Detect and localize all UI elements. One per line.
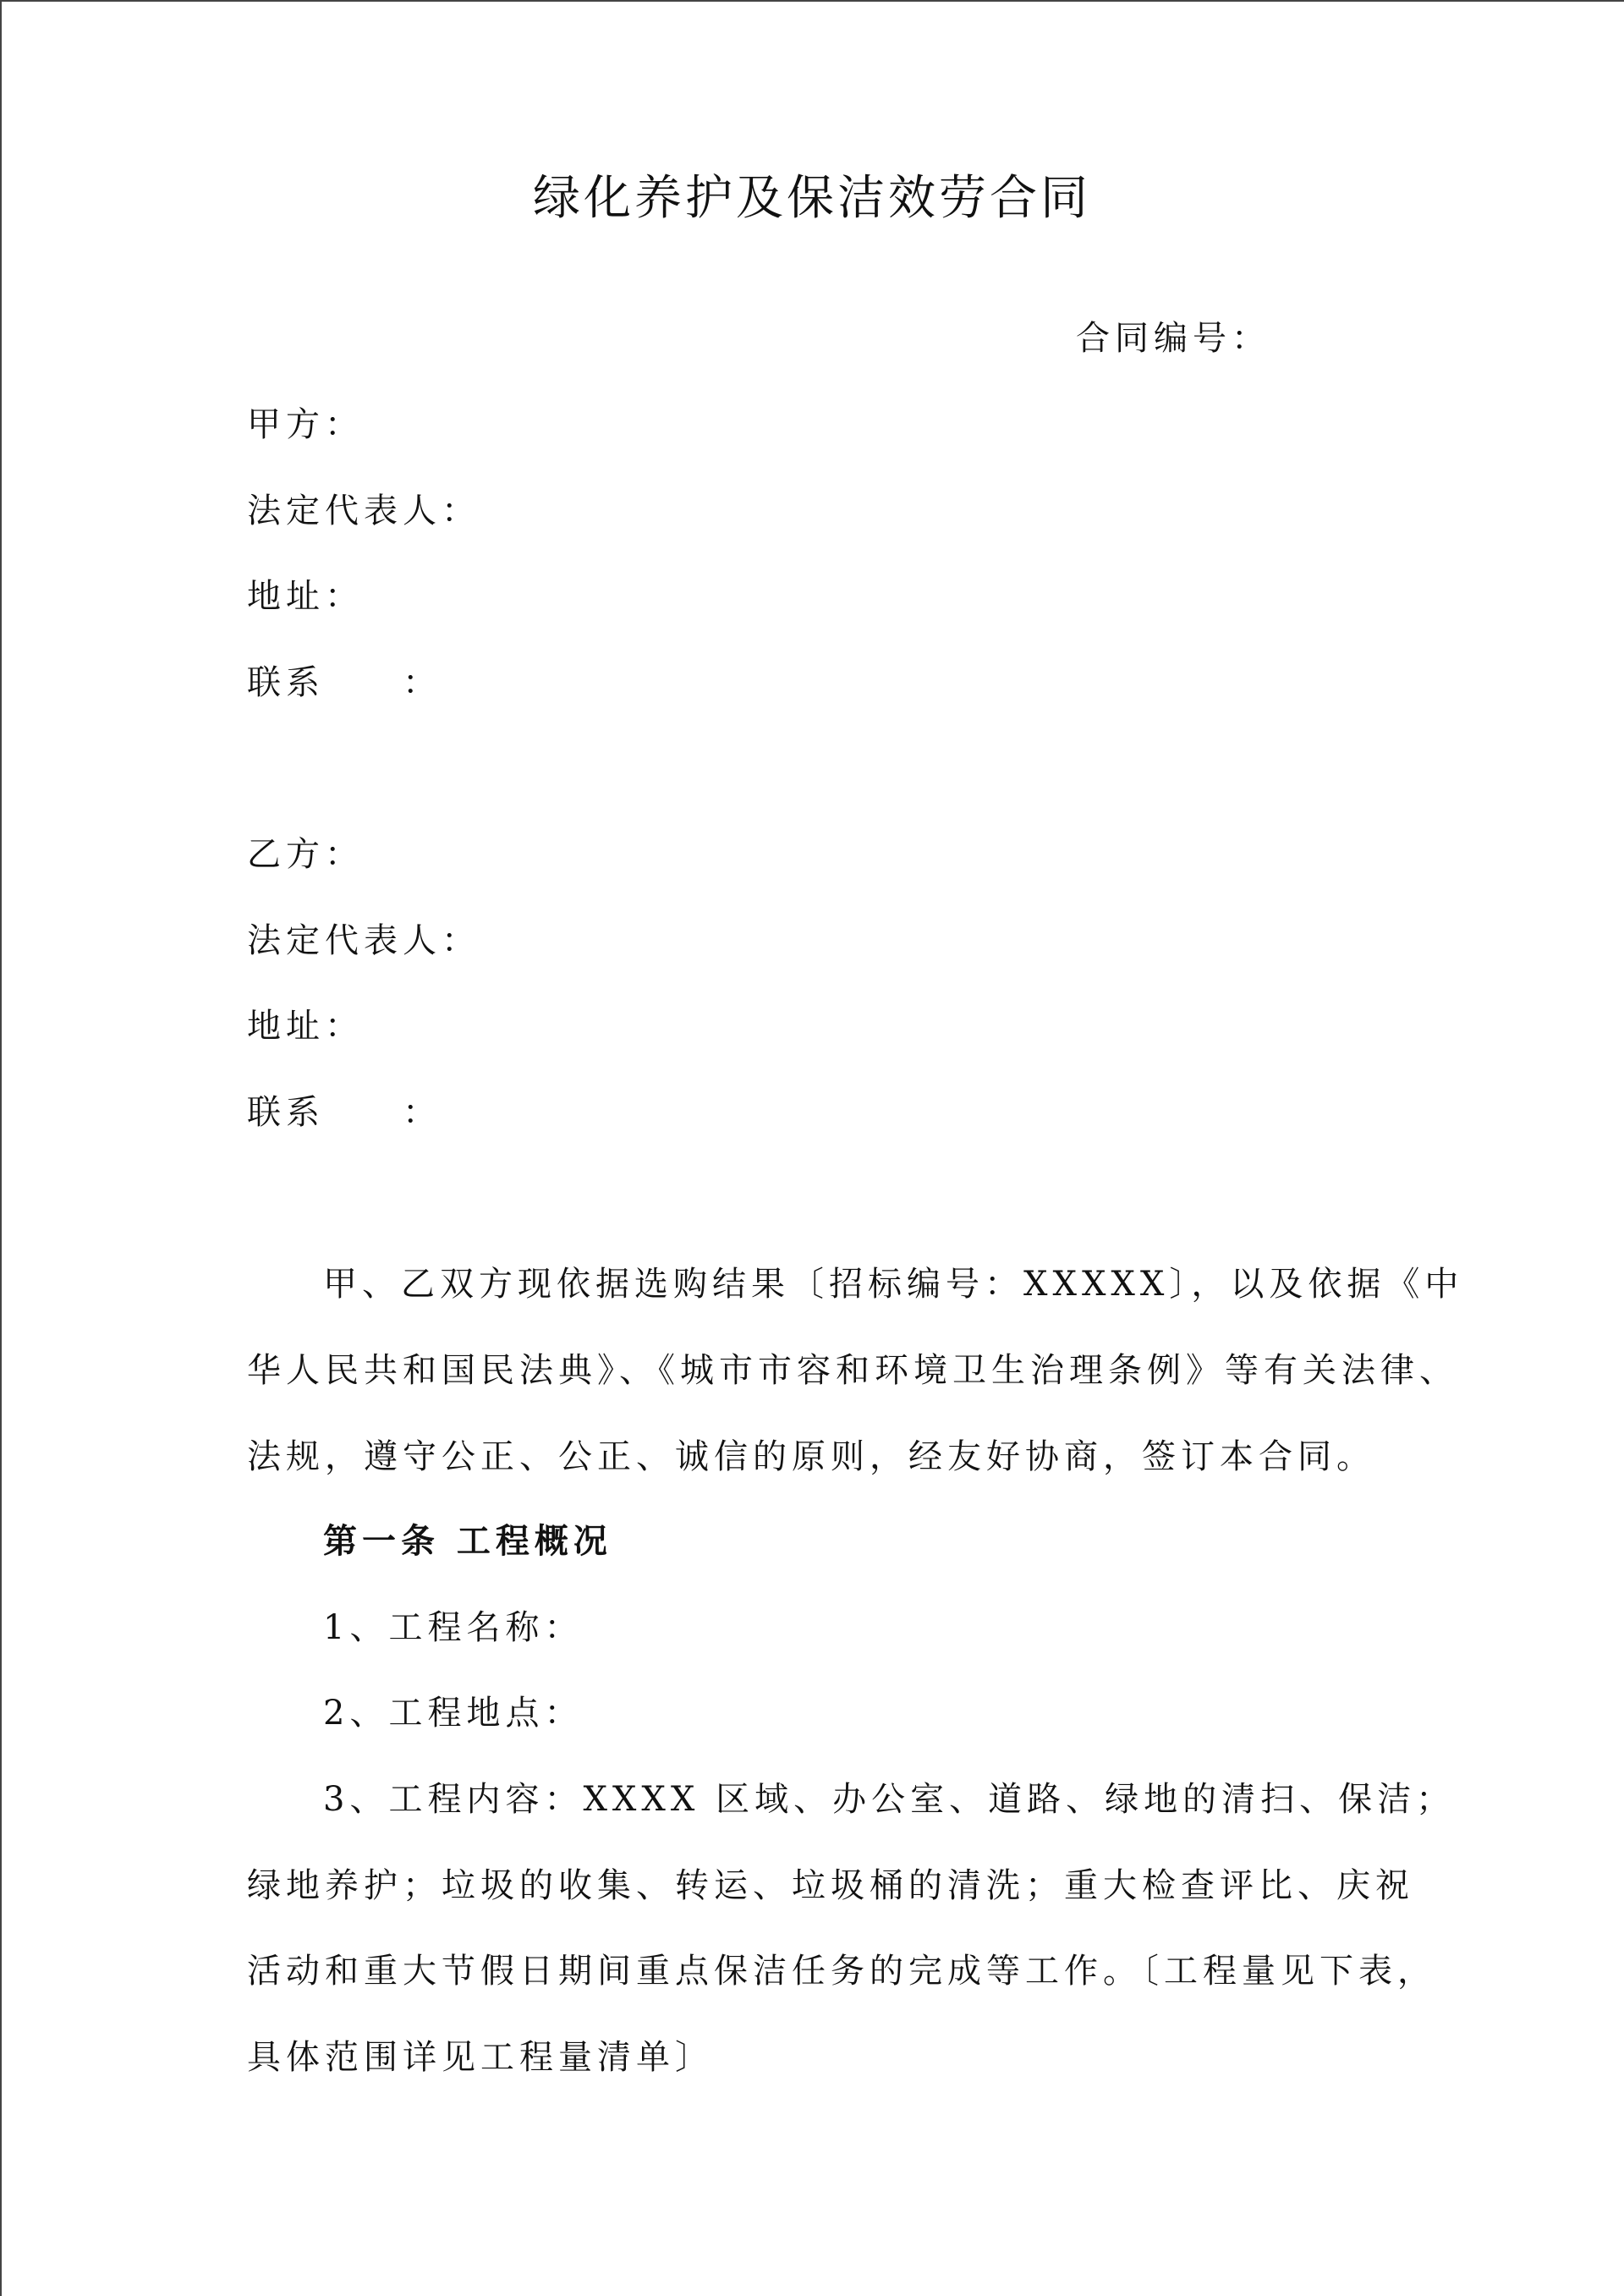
party-b-contact: 联系 ： xyxy=(247,1093,442,1132)
article-1-item-3-line-1: 3、工程内容：XXXX 区域、办公室、道路、绿地的清扫、保洁； xyxy=(323,1780,1456,1819)
party-a-contact: 联系 ： xyxy=(247,663,442,702)
preamble-line-2: 华人民共和国民法典》、《城市市容和环境卫生治理条例》等有关法律、 xyxy=(247,1351,1458,1390)
page-border-left xyxy=(0,0,2,2296)
document-title: 绿化养护及保洁效劳合同 xyxy=(533,171,1091,226)
article-1-heading: 第一条 工程概况 xyxy=(323,1522,612,1561)
party-a-label: 甲方： xyxy=(247,405,364,444)
page-border-top xyxy=(0,0,1624,2)
article-1-item-3-line-4: 具体范围详见工程量清单〕 xyxy=(247,2038,714,2077)
preamble-line-3: 法规，遵守公正、公正、诚信的原则，经友好协商，签订本合同。 xyxy=(247,1437,1375,1476)
contract-number-label: 合同编号： xyxy=(1076,319,1270,358)
party-a-representative: 法定代表人： xyxy=(247,492,480,530)
article-1-item-3-line-2: 绿地养护；垃圾的收集、转运、垃圾桶的清洗；重大检查评比、庆祝 xyxy=(247,1866,1414,1905)
party-b-address: 地址： xyxy=(247,1007,364,1046)
article-1-item-3-line-3: 活动和重大节假日期间重点保洁任务的完成等工作。〔工程量见下表， xyxy=(247,1952,1436,1991)
preamble-line-1: 甲、乙双方现依据选购结果〔招标编号：XXXXX〕，以及依据《中 xyxy=(323,1265,1464,1304)
party-b-representative: 法定代表人： xyxy=(247,921,480,960)
article-1-item-2: 2、工程地点： xyxy=(323,1694,584,1733)
party-b-label: 乙方： xyxy=(247,835,364,874)
party-a-address: 地址： xyxy=(247,577,364,616)
article-1-item-1: 1、工程名称： xyxy=(323,1608,584,1647)
